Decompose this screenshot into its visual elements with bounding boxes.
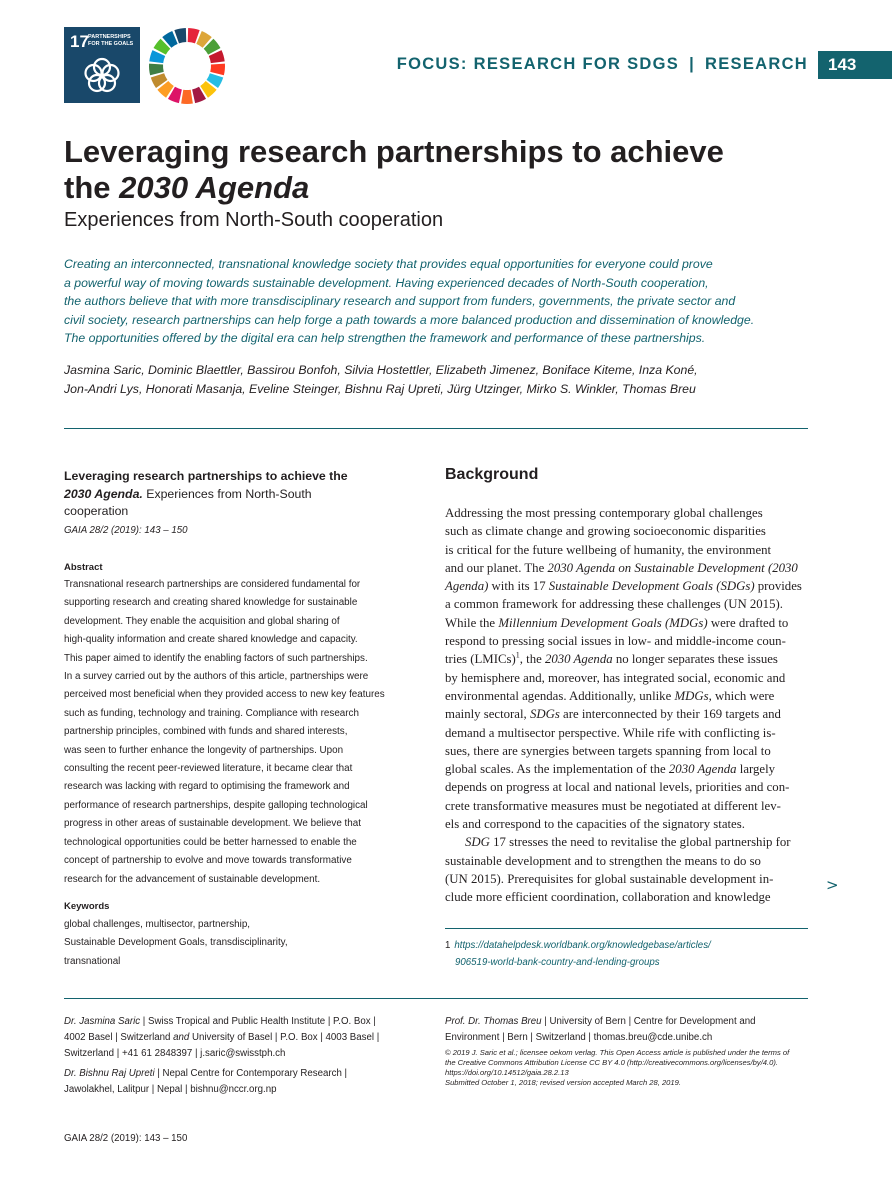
sdg-label: PARTNERSHIPS FOR THE GOALS <box>88 34 134 47</box>
article-title: Leveraging research partnerships to achieve the 2030 Agenda <box>64 134 724 205</box>
article-subtitle: Experiences from North-South cooperation <box>64 209 444 231</box>
wheel-segment <box>181 90 193 104</box>
footnote-link-cont[interactable]: 906519-world-bank-country-and-lending-groups <box>455 957 660 968</box>
sdg-color-wheel-logo <box>148 27 226 105</box>
running-head-separator: | <box>689 55 695 73</box>
continued-arrow-icon: > <box>826 876 839 894</box>
section-heading-background: Background <box>445 466 539 483</box>
doi-link[interactable]: https://doi.org/10.14512/gaia.28.2.13 <box>445 1068 569 1077</box>
wheel-segment <box>210 64 225 76</box>
running-head <box>397 55 808 74</box>
background-text: Addressing the most pressing contemporary global challenges such as climate change and growing socioeconomic disparities is critical for the future wellbeing of humanity, the environment and our planet. The 2030 Agenda on Sustainable Development (2030 Agenda) with its 17 Sustainable Development Goals (SDGs) provides a common framework for addressing these challenges (UN 2015). While the Millennium Development Goals (MDGs) were drafted to respond to pressing social issues in low- and middle-income coun- tries (LMICs)$^1$, the 2030 Agenda no longer separates these issues by hemisphere and, moreover, has integrated social, economic and environmental agendas. Additionally, unlike MDGs, which were mainly sectoral, SDGs are interconnected by their 169 targets and demand a multisector perspective. While rife with conflicting is- sues, there are synergies between targets spanning from local to global scales. As the implementation of the 2030 Agenda largely depends on progress at local and national levels, priorities and con- crete transformative measures must be negotiated at different lev- els and correspond to the capacities of the signatory states. SDG 17 stresses the need to revitalise the global partnership for sustainable development and to strengthen the means to do so (UN 2015). Prerequisites for global sustainable development in- clude more efficient coordination, collaboration and knowledge <box>445 506 802 905</box>
sdg17-badge <box>64 27 140 103</box>
citation: GAIA 28/2 (2019): 143 – 150 <box>64 524 188 536</box>
footnote: 1 https://datahelpdesk.worldbank.org/knowledgebase/articles/ 906519-world-bank-country-and-lending-groups <box>445 940 711 968</box>
page-number: 143 <box>818 51 892 79</box>
page-footer: GAIA 28/2 (2019): 143 – 150 <box>64 1133 188 1144</box>
affiliation-divider <box>64 998 808 999</box>
divider <box>64 428 808 429</box>
keywords-text: global challenges, multisector, partnership, Sustainable Development Goals, transdisciplinarity, transnational <box>64 919 288 967</box>
keywords-heading: Keywords <box>64 901 110 912</box>
running-head-section: FOCUS: RESEARCH FOR SDGS <box>396 55 680 73</box>
abstract-text: Transnational research partnerships are considered fundamental for supporting research and creating shared knowledge for sustainable development. They enable the acquisition and global sharing of high-quality information and create shared knowledge and capacity. This paper aimed to identify the enabling factors of such partnerships. In a survey carried out by the authors of this article, partnerships were perceived most beneficial when they provided access to new key features such as funding, technology and training. Compliance with research partnership principles, combined with funds and shared interests, was seen to further enhance the longevity of partnerships. Upon consulting the recent peer-reviewed literature, it became clear that research was lacking with regard to optimising the framework and performance of research partnerships, despite galloping technological progress in other areas of sustainable development. We believe that technological opportunities could be better harnessed to enable the concept of partnership to evolve and move towards transformative research for the advancement of sustainable development. <box>64 579 385 885</box>
abstract-heading: Abstract <box>64 562 103 573</box>
affiliations-right: Prof. Dr. Thomas Breu | University of Bern | Centre for Development and Environment | Bern | Switzerland | thomas.breu@cde.unibe.ch <box>445 1016 756 1043</box>
footnote-divider <box>445 928 808 929</box>
title-italic: 2030 Agenda <box>119 170 310 205</box>
intro-paragraph: Creating an interconnected, transnational knowledge society that provides equal opportunities for everyone could prove a powerful way of moving towards sustainable development. Having experienced decades of North-South cooperation, the authors believe that with more transdisciplinary research and support from funders, governments, the private sector and civil society, research partnerships can help forge a path towards a more balanced production and dissemination of knowledge. The opportunities offered by the digital era can help strengthen the framework and performance of these partnerships. <box>64 257 755 346</box>
sdg-number: 17 <box>70 32 89 51</box>
affiliations-left: Dr. Jasmina Saric | Swiss Tropical and Public Health Institute | P.O. Box | 4002 Basel | Switzerland and University of Basel | P.O. Box | 4003 Basel | Switzerland | +41 61 2848397 | j.saric@swisstph.ch Dr. Bishnu Raj Upreti | Nepal Centre for Contemporary Research | Jawolakhel, Lalitpur | Nepal | bishnu@nccr.org.np <box>64 1016 380 1095</box>
running-head-category: RESEARCH <box>705 55 808 73</box>
author-list: Jasmina Saric, Dominic Blaettler, Bassirou Bonfoh, Silvia Hostettler, Elizabeth Jimenez, Boniface Kiteme, Inza Koné, Jon-Andri Lys, Honorati Masanja, Eveline Steinger, Bishnu Raj Upreti, Jürg Utzinger, Mirko S. Winkler, Thomas Breu <box>64 363 698 396</box>
sdg17-partnership-knot-icon <box>82 56 122 96</box>
footnote-link[interactable]: https://datahelpdesk.worldbank.org/knowledgebase/articles/ <box>454 940 711 951</box>
article-reference: Leveraging research partnerships to achieve the 2030 Agenda. Experiences from North-South cooperation GAIA 28/2 (2019): 143 – 150 <box>64 469 348 536</box>
footnote-marker: 1 <box>515 651 520 661</box>
license-note: © 2019 J. Saric et al.; licensee oekom verlag. This Open Access article is published under the terms of the Creative Commons Attribution License CC BY 4.0 (http://creativecommons.org/licenses/by/4.0). https://doi.org/10.14512/gaia.28.2.13 Submitted October 1, 2018; revised version accepted March 28, 2019. <box>445 1048 815 1088</box>
wheel-segment <box>149 64 164 76</box>
